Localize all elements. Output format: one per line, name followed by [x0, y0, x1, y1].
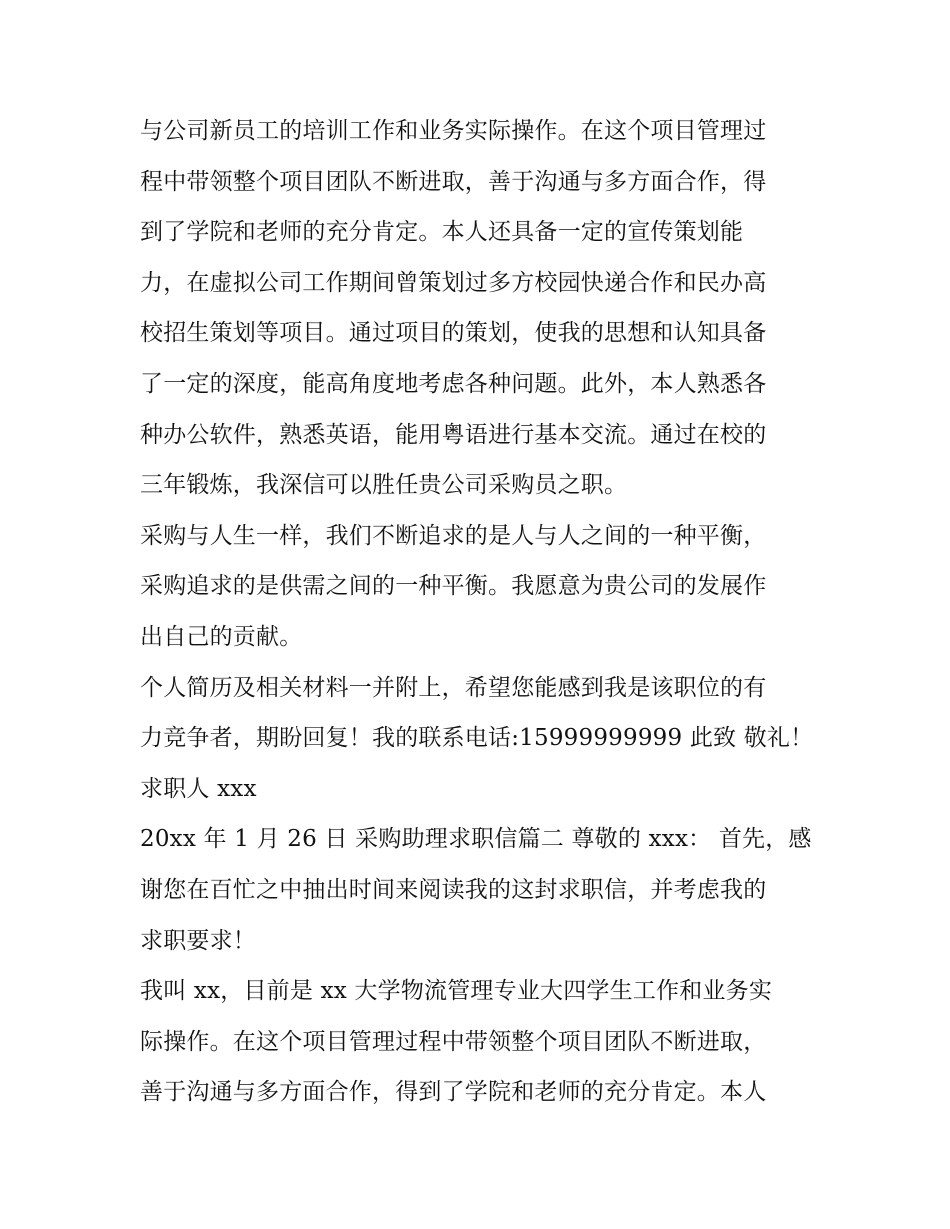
text-line-2: 程中带领整个项目团队不断进取，善于沟通与多方面合作，得 [140, 168, 767, 195]
text-line-8: 三年锻炼，我深信可以胜任贵公司采购员之职。 [140, 472, 628, 499]
text-line-17: 求职要求！ [140, 927, 256, 954]
cover-letter-body [140, 106, 820, 1118]
text-line-5: 校招生策划等项目。通过项目的策划，使我的思想和认知具备 [140, 320, 767, 347]
text-line-16: 谢您在百忙之中抽出时间来阅读我的这封求职信，并考虑我的 [140, 876, 767, 903]
text-line-3: 到了学院和老师的充分肯定。本人还具备一定的宣传策划能 [140, 219, 744, 246]
text-line-15: 20xx 年 1 月 26 日 采购助理求职信篇二 尊敬的 xxx： 首先，感 [140, 826, 812, 853]
text-line-11: 出自己的贡献。 [140, 623, 303, 650]
text-line-13: 力竞争者，期盼回复！我的联系电话:15999999999 此致 敬礼！ [140, 725, 814, 752]
text-line-12: 个人简历及相关材料一并附上，希望您能感到我是该职位的有 [140, 674, 767, 701]
text-line-18: 我叫 xx，目前是 xx 大学物流管理专业大四学生工作和业务实 [140, 978, 773, 1005]
text-line-20: 善于沟通与多方面合作，得到了学院和老师的充分肯定。本人 [140, 1079, 767, 1106]
text-line-19: 际操作。在这个项目管理过程中带领整个项目团队不断进取， [140, 1028, 767, 1055]
text-line-1: 与公司新员工的培训工作和业务实际操作。在这个项目管理过 [140, 118, 767, 144]
text-line-9: 采购与人生一样，我们不断追求的是人与人之间的一种平衡， [140, 522, 767, 549]
text-line-6: 了一定的深度，能高角度地考虑各种问题。此外，本人熟悉各 [140, 370, 767, 397]
text-line-4: 力，在虚拟公司工作期间曾策划过多方校园快递合作和民办高 [140, 269, 767, 296]
text-line-14: 求职人 xxx [140, 775, 257, 802]
text-line-10: 采购追求的是供需之间的一种平衡。我愿意为贵公司的发展作 [140, 573, 767, 600]
text-line-7: 种办公软件，熟悉英语，能用粤语进行基本交流。通过在校的 [140, 421, 767, 448]
